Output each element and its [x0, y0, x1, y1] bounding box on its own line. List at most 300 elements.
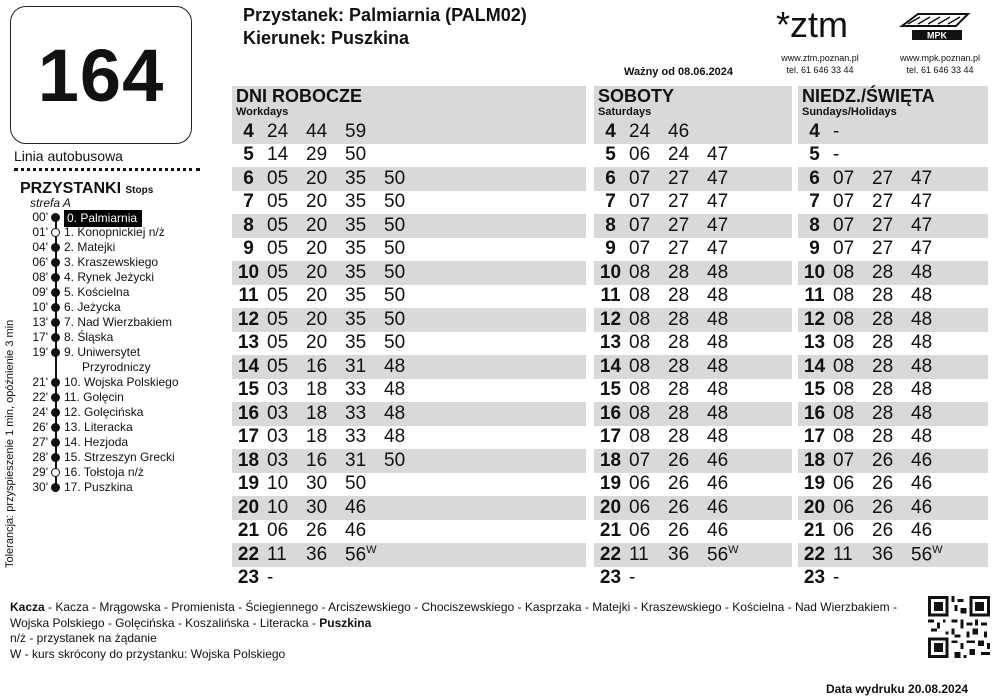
hour-row — [232, 402, 586, 426]
minute-value: 28 — [668, 308, 690, 330]
stop-dot-icon — [51, 423, 60, 432]
minute-value: 33 — [345, 402, 367, 424]
minute — [870, 473, 909, 495]
minute — [343, 497, 382, 519]
minute-value: 48 — [707, 332, 729, 354]
minute — [627, 403, 666, 425]
hour: 12 — [599, 308, 622, 330]
hour: 11 — [600, 285, 621, 307]
header — [243, 4, 527, 50]
route-mid: - Kacza - Mrągowska - Promienista - Ściegiennego - Arciszewskiego - Chociszewskiego - Kasprzaka - Matejki - Kraszewskiego - Kościelna - Nad Wierzbakiem - Wojska Polskiego - Golęcińska - Koszalińska - Literacka - — [10, 600, 897, 630]
hour: 20 — [803, 496, 826, 518]
hour-row — [594, 426, 792, 450]
hour: 10 — [599, 261, 622, 283]
minute — [831, 332, 870, 354]
minute — [870, 168, 909, 190]
minute-value: 06 — [833, 496, 855, 518]
hour-row — [232, 426, 586, 450]
minute-value: 24 — [629, 120, 651, 142]
route-description — [10, 600, 910, 631]
minute — [666, 403, 705, 425]
stop-time: 24' — [32, 405, 48, 419]
minute — [265, 426, 304, 448]
minute-value: 28 — [668, 332, 690, 354]
minute — [666, 121, 705, 143]
minute — [666, 215, 705, 237]
hour-row — [798, 473, 988, 497]
minute-value: 35 — [345, 238, 367, 260]
on-request-stop-icon — [51, 468, 60, 477]
minute — [382, 356, 421, 378]
hour: 17 — [803, 426, 826, 448]
minute-value: 27 — [872, 167, 894, 189]
minute — [382, 238, 421, 260]
hour: 20 — [599, 496, 622, 518]
minute — [870, 403, 909, 425]
stop-name — [64, 450, 175, 465]
stop-name-line1: 16. Tołstoja n/ż — [64, 465, 144, 479]
hour: 17 — [599, 426, 622, 448]
minute — [627, 356, 666, 378]
minute — [909, 356, 948, 378]
minute-value: 26 — [872, 473, 894, 495]
hour-row — [594, 402, 792, 426]
minute — [265, 450, 304, 472]
minute — [666, 144, 705, 166]
stops-title-pl: PRZYSTANKI — [20, 180, 122, 197]
minute-value: 35 — [345, 332, 367, 354]
minute — [627, 309, 666, 331]
minute-value: - — [833, 567, 840, 589]
minute — [343, 379, 382, 401]
minute — [627, 285, 666, 307]
minute — [627, 215, 666, 237]
minute — [831, 473, 870, 495]
hour-row — [594, 144, 792, 168]
minute — [304, 497, 343, 519]
hour-row — [798, 449, 988, 473]
minute-value: 16 — [306, 355, 328, 377]
route-start: Kacza — [10, 600, 45, 614]
minute — [627, 191, 666, 213]
minute-value: 28 — [668, 402, 690, 424]
minute-value: 11 — [629, 543, 649, 565]
minute — [870, 238, 909, 260]
hour-row — [798, 285, 988, 309]
minute — [304, 144, 343, 166]
hour: 14 — [803, 355, 826, 377]
minute-value: 50 — [384, 167, 406, 189]
minute-value: 11 — [833, 543, 853, 565]
minute — [265, 497, 304, 519]
minute — [382, 168, 421, 190]
minute — [343, 450, 382, 472]
minute — [304, 238, 343, 260]
stop-name-line1: 9. Uniwersytet — [64, 345, 141, 359]
stop-name-line1: 4. Rynek Jeżycki — [64, 270, 155, 284]
minute-value: 27 — [872, 214, 894, 236]
hour: 7 — [605, 191, 616, 213]
minute-value: 47 — [707, 144, 729, 166]
minute-value: 35 — [345, 214, 367, 236]
minute — [870, 356, 909, 378]
minute — [382, 403, 421, 425]
minute — [909, 238, 948, 260]
minute-value: 56 — [911, 543, 933, 565]
hour: 4 — [243, 120, 254, 142]
hour: 18 — [237, 449, 260, 471]
stop-time: 00' — [32, 210, 48, 224]
stop-item — [28, 330, 208, 345]
hour-row — [594, 496, 792, 520]
minute — [304, 332, 343, 354]
ztm-logo: *ztm — [776, 4, 848, 45]
minute-value: 46 — [911, 473, 933, 495]
minute-value: 07 — [833, 449, 855, 471]
minute — [909, 168, 948, 190]
stop-item — [28, 405, 208, 420]
stop-time: 19' — [32, 345, 48, 359]
minute-value: 48 — [707, 355, 729, 377]
hour: 22 — [599, 543, 622, 565]
minute — [831, 285, 870, 307]
minute — [343, 238, 382, 260]
minute-value: 05 — [267, 238, 289, 260]
minute-value: 50 — [384, 308, 406, 330]
stop-name-line1: 3. Kraszewskiego — [64, 255, 159, 269]
minute — [627, 262, 666, 284]
day-type-subtitle: Workdays — [236, 106, 289, 118]
minute-value: 50 — [384, 285, 406, 307]
minute — [870, 332, 909, 354]
minute-value: 28 — [872, 285, 894, 307]
stop-item — [28, 300, 208, 315]
minute — [870, 262, 909, 284]
minute — [705, 191, 744, 213]
minute — [382, 191, 421, 213]
minute — [831, 238, 870, 260]
minute-value: 46 — [345, 496, 367, 518]
hour: 7 — [809, 191, 820, 213]
minute-value: 08 — [629, 426, 651, 448]
minute-value: - — [629, 567, 636, 589]
hour-row — [232, 567, 586, 591]
minute-value: 46 — [707, 496, 729, 518]
minute-value: 48 — [911, 379, 933, 401]
minute — [343, 215, 382, 237]
minute — [870, 379, 909, 401]
stop-item — [28, 480, 208, 495]
minute-value: 35 — [345, 167, 367, 189]
hour: 8 — [809, 214, 820, 236]
minute — [265, 520, 304, 542]
minute-value: 07 — [833, 191, 855, 213]
minute-value: 36 — [668, 543, 690, 565]
minute-value: 46 — [707, 473, 729, 495]
minute-value: 33 — [345, 426, 367, 448]
minute — [382, 332, 421, 354]
minute-value: 26 — [668, 449, 690, 471]
stop-item — [28, 420, 208, 435]
minute — [870, 497, 909, 519]
hour-row — [232, 120, 586, 144]
minute — [304, 356, 343, 378]
minute — [304, 473, 343, 495]
minute-value: 48 — [384, 355, 406, 377]
stop-item — [28, 450, 208, 465]
minute — [343, 168, 382, 190]
stop-dot-icon — [51, 243, 60, 252]
minute-value: 06 — [629, 520, 651, 542]
minute-value: 20 — [306, 332, 328, 354]
minute — [265, 121, 304, 143]
minute-value: 05 — [267, 308, 289, 330]
stop-name-line1: 17. Puszkina — [64, 480, 133, 494]
hour-row — [594, 191, 792, 215]
hour-row — [798, 520, 988, 544]
minute — [382, 285, 421, 307]
minute — [666, 238, 705, 260]
minute-value: 08 — [629, 355, 651, 377]
minute-value: 10 — [267, 473, 289, 495]
minute-value: 56 — [345, 543, 367, 565]
minute — [666, 473, 705, 495]
day-type-title: DNI ROBOCZE — [236, 86, 362, 106]
line-number-box — [10, 6, 192, 144]
hour-row — [232, 355, 586, 379]
minute-value: 35 — [345, 285, 367, 307]
hour: 5 — [243, 144, 254, 166]
minute — [831, 262, 870, 284]
minute-value: 06 — [629, 496, 651, 518]
minute — [265, 403, 304, 425]
hour-row — [798, 379, 988, 403]
minute-value: 31 — [345, 449, 367, 471]
minute-value: 08 — [833, 285, 855, 307]
minute — [705, 238, 744, 260]
stop-item — [28, 345, 208, 375]
minute-value: 08 — [629, 332, 651, 354]
minute-value: 46 — [707, 520, 729, 542]
minute-value: 05 — [267, 285, 289, 307]
hour: 16 — [237, 402, 260, 424]
hour-row — [798, 191, 988, 215]
stop-name — [64, 345, 151, 375]
hour: 22 — [803, 543, 826, 565]
note-on-request: n/ż - przystanek na żądanie — [10, 631, 157, 645]
day-type-header — [594, 86, 792, 120]
minute — [666, 309, 705, 331]
minute — [909, 309, 948, 331]
hour-row — [232, 308, 586, 332]
minute — [382, 450, 421, 472]
hour-row — [798, 543, 988, 567]
hour-row — [232, 496, 586, 520]
hour: 8 — [243, 214, 254, 236]
minute-value: 03 — [267, 402, 289, 424]
minute — [304, 168, 343, 190]
ztm-contact — [770, 52, 870, 76]
hour-row — [798, 214, 988, 238]
hour: 15 — [237, 379, 260, 401]
minute-value: 47 — [911, 214, 933, 236]
minute-value: 48 — [707, 308, 729, 330]
minute-value: 08 — [629, 402, 651, 424]
minute-value: 27 — [668, 191, 690, 213]
minute-value: 03 — [267, 449, 289, 471]
stop-name-line1: 0. Palmiarnia — [67, 211, 138, 225]
minute — [265, 168, 304, 190]
minute — [831, 121, 870, 143]
minute-value: 47 — [707, 167, 729, 189]
minute — [304, 379, 343, 401]
minute — [705, 450, 744, 472]
hour-row — [594, 285, 792, 309]
minute-value: 28 — [872, 261, 894, 283]
minute — [382, 215, 421, 237]
line-type: Linia autobusowa — [14, 148, 123, 164]
stop-dot-icon — [51, 393, 60, 402]
minute — [265, 332, 304, 354]
hour-row — [594, 308, 792, 332]
stop-time: 29' — [32, 465, 48, 479]
stop-name — [64, 480, 133, 495]
line-number: 164 — [37, 33, 165, 117]
stop-name-line1: 7. Nad Wierzbakiem — [64, 315, 173, 329]
hour: 9 — [809, 238, 820, 260]
minute — [666, 356, 705, 378]
minute — [870, 450, 909, 472]
stop-name-line1: 5. Kościelna — [64, 285, 130, 299]
minute-value: 24 — [267, 120, 289, 142]
hour-row — [232, 543, 586, 567]
minute — [705, 426, 744, 448]
divider — [14, 168, 200, 171]
minute-value: - — [267, 567, 274, 589]
minute — [343, 332, 382, 354]
stop-item — [28, 210, 208, 225]
minute — [382, 262, 421, 284]
hour-row — [798, 567, 988, 591]
hour: 4 — [605, 120, 616, 142]
minute — [705, 544, 744, 566]
stop-time: 27' — [32, 435, 48, 449]
minute-value: 28 — [668, 261, 690, 283]
minute-marker: W — [932, 543, 943, 556]
hour-row — [594, 567, 792, 591]
stop-dot-icon — [51, 438, 60, 447]
hour: 20 — [237, 496, 260, 518]
hour-row — [594, 520, 792, 544]
minute — [304, 121, 343, 143]
stop-name-line1: 13. Literacka — [64, 420, 133, 434]
stop-name — [64, 390, 124, 405]
minute-value: 30 — [306, 496, 328, 518]
timetable-saturdays — [594, 86, 792, 590]
minute — [265, 356, 304, 378]
day-type-title: SOBOTY — [598, 86, 675, 106]
stop-name — [64, 270, 154, 285]
minute-value: 08 — [833, 332, 855, 354]
minute — [870, 426, 909, 448]
stop-item — [28, 315, 208, 330]
minute — [831, 356, 870, 378]
stop-time: 01' — [32, 225, 48, 239]
minute — [343, 144, 382, 166]
minute — [705, 262, 744, 284]
minute-value: 26 — [668, 520, 690, 542]
minute-value: 26 — [872, 520, 894, 542]
minute-value: 06 — [629, 144, 651, 166]
minute-value: 07 — [629, 449, 651, 471]
minute — [831, 520, 870, 542]
stop-item — [28, 465, 208, 480]
minute-value: 50 — [345, 144, 367, 166]
hour-row — [594, 238, 792, 262]
valid-from: Ważny od 08.06.2024 — [624, 66, 734, 78]
minute — [909, 403, 948, 425]
hour: 6 — [243, 167, 254, 189]
minute — [343, 356, 382, 378]
minute-value: 28 — [872, 332, 894, 354]
minute — [304, 262, 343, 284]
minute — [831, 168, 870, 190]
hour: 13 — [237, 332, 260, 354]
stop-name — [64, 465, 144, 480]
minute-marker: W — [366, 543, 377, 556]
minute-value: 08 — [833, 355, 855, 377]
minute-value: 08 — [629, 261, 651, 283]
minute — [909, 215, 948, 237]
minute-value: 08 — [629, 285, 651, 307]
minute-value: 27 — [872, 238, 894, 260]
hour: 11 — [804, 285, 825, 307]
minute — [705, 285, 744, 307]
hour: 9 — [243, 238, 254, 260]
minute-value: 10 — [267, 496, 289, 518]
hour: 13 — [803, 332, 826, 354]
minute-value: 06 — [833, 520, 855, 542]
stop-time: 13' — [32, 315, 48, 329]
mpk-contact — [890, 52, 990, 76]
hour: 14 — [599, 355, 622, 377]
footer-notes — [10, 600, 910, 662]
minute-value: 05 — [267, 214, 289, 236]
hour-row — [798, 167, 988, 191]
minute-value: 59 — [345, 120, 367, 142]
hour: 22 — [237, 543, 260, 565]
minute-value: 48 — [911, 308, 933, 330]
day-type-title: NIEDZ./ŚWIĘTA — [802, 86, 935, 106]
stop-item — [28, 240, 208, 255]
minute — [343, 285, 382, 307]
hour-row — [798, 332, 988, 356]
minute-value: 50 — [384, 261, 406, 283]
hour-row — [232, 214, 586, 238]
hour-row — [594, 120, 792, 144]
stop-dot-icon — [51, 318, 60, 327]
timetable-sundays — [798, 86, 988, 590]
stop-time: 06' — [32, 255, 48, 269]
stop-name — [64, 375, 179, 390]
hour: 7 — [243, 191, 254, 213]
minute — [705, 520, 744, 542]
hour-row — [798, 496, 988, 520]
minute-value: 26 — [872, 449, 894, 471]
hour-row — [594, 214, 792, 238]
minute-value: 24 — [668, 144, 690, 166]
minute — [627, 238, 666, 260]
